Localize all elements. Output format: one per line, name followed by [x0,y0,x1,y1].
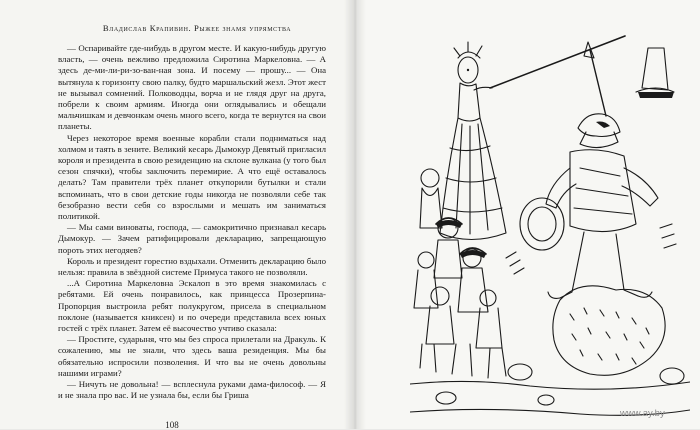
running-head: Владислав Крапивин. Рыжее знамя упрямства [102,23,292,33]
page-number: 108 [165,420,179,430]
book-gutter-shadow [344,0,366,429]
ink-illustration-icon [410,28,690,420]
paragraph: — Мы сами виноваты, господа, — самокритично признавал кесарь Дымокур. — Зачем ратифицировали декларацию, запрещающую пороть этих негодяев? [58,222,326,255]
paragraph: — Оспаривайте где-нибудь в другом месте. И какую-нибудь другую власть, — очень вежливо предложила Сиротина Маркеловна. — А здесь де-ми-ли-ри-зо-ван-ная зона. И посему — прошу... — Она вытянула к горизонту свою палку, будто маршальский жезл. Этот жест не вызывал сомнений. Полководцы, ворча и не глядя друг на друга, побрели к своим армиям. Иногда они оглядывались и обещали мальчишкам и девчонкам очень много всего, когда те вернутся на свои планеты. [58,43,326,132]
paragraph: — Ничуть не довольна! — всплеснула руками дама-философ. — Я и не знала про вас. И не узнала бы, если бы Гриша [58,379,326,401]
watermark: www.ay.by [620,408,665,419]
body-text [58,43,326,402]
paragraph: Через некоторое время военные корабли стали подниматься над холмом и таять в зените. Великий кесарь Дымокур Девятый пригласил короля и президента в свою резиденцию на склоне вулкана (у того был сезон спячки), чтобы заключить перемирие. А что ещё оставалось делать? Там правители трёх планет откупорили бутылки и стали вспоминать, что в свои детские годы никогда не позволяли себе так безобразно вести себя со взрослыми и мешать им заниматься политикой. [58,132,326,222]
paragraph: ...А Сиротина Маркеловна Эскалоп в это время знакомилась с ребятами. Ей очень понравилось, как принцесса Прозерпина-Пропорция выстроила ребят полукругом, присела в специальном поклоне (называется книксен) и по очереди представила всех юных гостей с трёх планет. Затем её высочество учтиво сказала: [58,278,326,334]
paragraph: Король и президент горестно вздыхали. Отменить декларацию было нельзя: правила в звёздной системе Примуса такого не позволяли. [58,255,326,278]
paragraph: — Простите, сударыня, что мы без спроса прилетали на Дракуль. К сожалению, мы не знали, что здесь ваша резиденция. Мы бы обязательно испросили позволения. И что вы не очень довольны нашими играми? [58,334,326,378]
